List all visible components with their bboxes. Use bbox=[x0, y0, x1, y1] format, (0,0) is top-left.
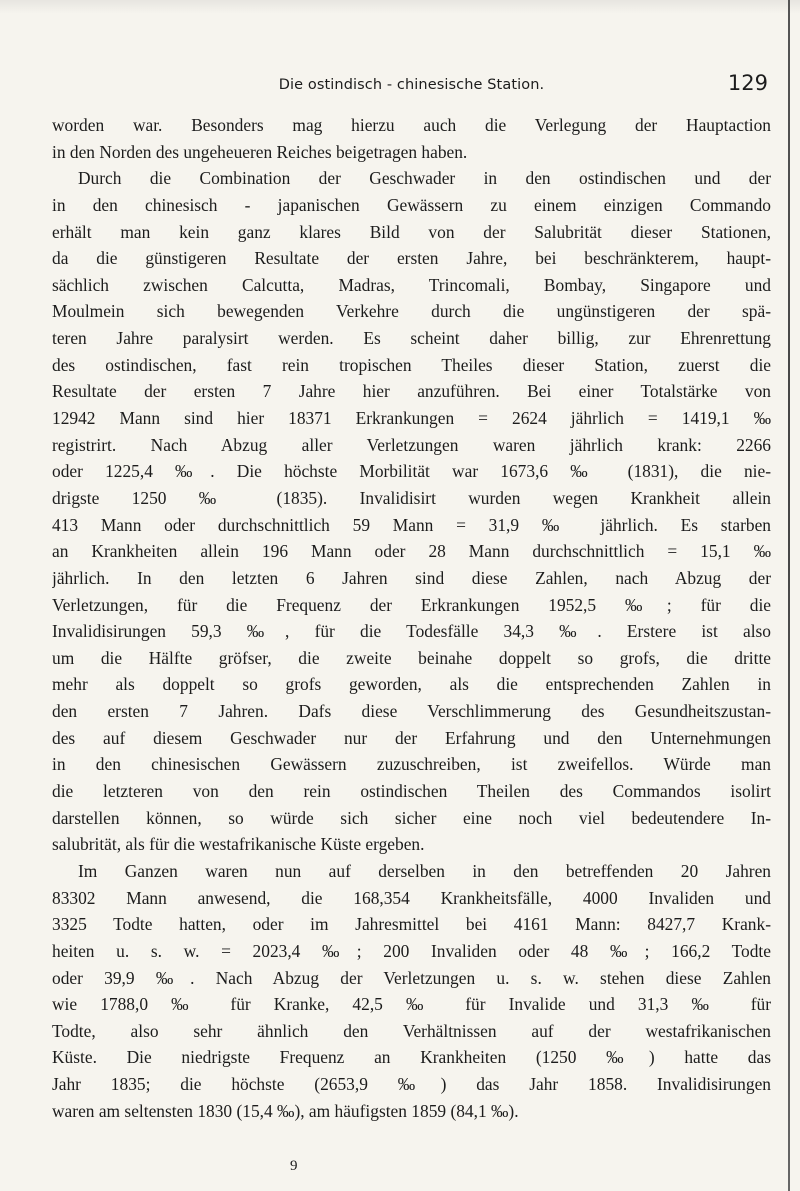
text-line: registrirt. Nach Abzug aller Verletzungen waren jährlich krank: 2266 bbox=[52, 434, 771, 455]
text-line: salubrität, als für die westafrikanische Küste ergeben. bbox=[52, 834, 425, 855]
text-line: Resultate der ersten 7 Jahre hier anzuführen. Bei einer Totalstärke von bbox=[52, 381, 771, 402]
text-line: mehr als doppelt so grofs geworden, als die entsprechenden Zahlen in bbox=[52, 674, 771, 695]
text-line: sächlich zwischen Calcutta, Madras, Trincomali, Bombay, Singapore und bbox=[52, 274, 771, 295]
body-text bbox=[52, 112, 771, 1124]
text-line: darstellen können, so würde sich sicher eine noch viel bedeutendere In- bbox=[52, 807, 771, 828]
text-line: Invalidisirungen 59,3 ‰, für die Todesfälle 34,3 ‰. Erstere ist also bbox=[52, 621, 771, 642]
text-line: den ersten 7 Jahren. Dafs diese Verschlimmerung des Gesundheitszustan- bbox=[52, 701, 771, 722]
running-title: Die ostindisch - chinesische Station. bbox=[278, 77, 545, 93]
page-edge-line bbox=[788, 0, 790, 1191]
text-line: jährlich. In den letzten 6 Jahren sind diese Zahlen, nach Abzug der bbox=[52, 567, 771, 588]
signature-mark: 9 bbox=[290, 1158, 298, 1174]
text-line: drigste 1250 ‰ (1835). Invalidisirt wurden wegen Krankheit allein bbox=[52, 487, 771, 508]
text-line: Im Ganzen waren nun auf derselben in den betreffenden 20 Jahren bbox=[78, 860, 771, 881]
text-line: teren Jahre paralysirt werden. Es scheint daher billig, zur Ehrenrettung bbox=[52, 328, 771, 349]
text-line: um die Hälfte gröfser, die zweite beinahe doppelt so grofs, die dritte bbox=[52, 647, 771, 668]
text-line: in den chinesischen Gewässern zuzuschreiben, ist zweifellos. Würde man bbox=[52, 754, 771, 775]
text-line: Todte, also sehr ähnlich den Verhältnissen auf der westafrikanischen bbox=[52, 1020, 771, 1041]
text-line: Moulmein sich bewegenden Verkehre durch die ungünstigeren der spä- bbox=[52, 301, 771, 322]
text-line: worden war. Besonders mag hierzu auch die Verlegung der Hauptaction bbox=[52, 115, 771, 135]
text-line: 12942 Mann sind hier 18371 Erkrankungen = 2624 jährlich = 1419,1 ‰ bbox=[52, 408, 771, 429]
page-header bbox=[52, 71, 771, 101]
text-line: erhält man kein ganz klares Bild von der Salubrität dieser Stationen, bbox=[52, 221, 771, 242]
text-line: Verletzungen, für die Frequenz der Erkrankungen 1952,5 ‰; für die bbox=[52, 594, 771, 615]
text-line: 83302 Mann anwesend, die 168,354 Krankheitsfälle, 4000 Invaliden und bbox=[52, 887, 771, 908]
text-line: Küste. Die niedrigste Frequenz an Krankheiten (1250 ‰) hatte das bbox=[52, 1047, 771, 1068]
text-line: des auf diesem Geschwader nur der Erfahrung und den Unternehmungen bbox=[52, 727, 771, 748]
page-top-shadow bbox=[0, 0, 800, 14]
text-line: oder 1225,4 ‰. Die höchste Morbilität war 1673,6 ‰ (1831), die nie- bbox=[52, 461, 771, 482]
text-line: an Krankheiten allein 196 Mann oder 28 Mann durchschnittlich = 15,1 ‰ bbox=[52, 541, 771, 562]
text-line: waren am seltensten 1830 (15,4 ‰), am häufigsten 1859 (84,1 ‰). bbox=[52, 1100, 519, 1121]
text-line: oder 39,9 ‰. Nach Abzug der Verletzungen u. s. w. stehen diese Zahlen bbox=[52, 967, 771, 988]
text-line: da die günstigeren Resultate der ersten Jahre, bei beschränkterem, haupt- bbox=[52, 248, 771, 269]
text-line: heiten u. s. w. = 2023,4 ‰; 200 Invaliden oder 48 ‰; 166,2 Todte bbox=[52, 940, 771, 961]
text-line: in den Norden des ungeheueren Reiches beigetragen haben. bbox=[52, 141, 468, 162]
text-line: des ostindischen, fast rein tropischen Theiles dieser Station, zuerst die bbox=[52, 354, 771, 375]
text-line: Durch die Combination der Geschwader in den ostindischen und der bbox=[78, 168, 771, 189]
text-line: 413 Mann oder durchschnittlich 59 Mann = 31,9 ‰ jährlich. Es starben bbox=[52, 514, 771, 535]
text-line: 3325 Todte hatten, oder im Jahresmittel bei 4161 Mann: 8427,7 Krank- bbox=[52, 914, 771, 935]
text-line: Jahr 1835; die höchste (2653,9 ‰) das Jahr 1858. Invalidisirungen bbox=[52, 1074, 771, 1095]
text-line: in den chinesisch - japanischen Gewässern zu einem einzigen Commando bbox=[52, 194, 771, 215]
text-line: wie 1788,0 ‰ für Kranke, 42,5 ‰ für Invalide und 31,3 ‰ für bbox=[52, 994, 771, 1015]
page-number: 129 bbox=[727, 71, 768, 95]
text-line: die letzteren von den rein ostindischen Theilen des Commandos isolirt bbox=[52, 781, 771, 802]
